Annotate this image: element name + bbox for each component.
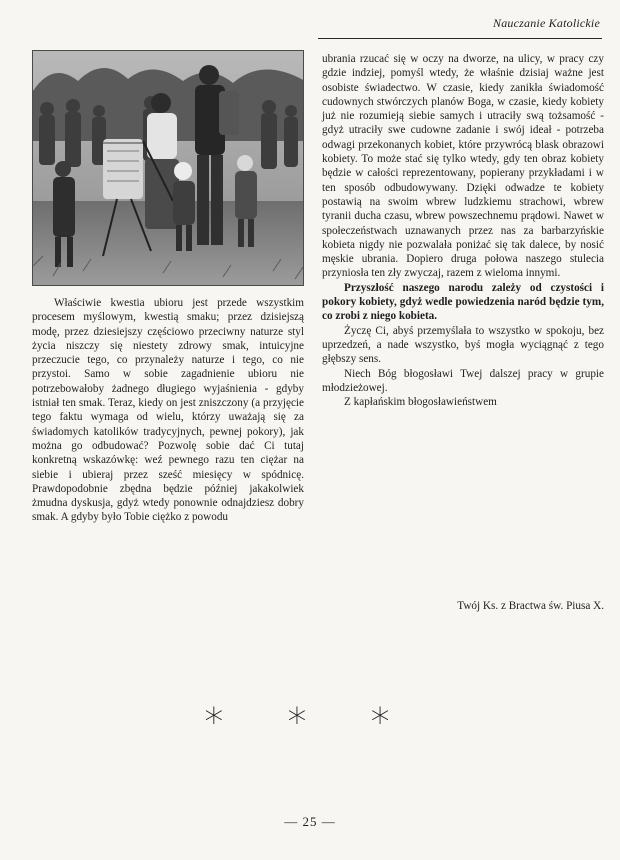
closing-line: Z kapłańskim błogosławieństwem [344, 396, 497, 409]
signature: Twój Ks. z Bractwa św. Piusa X. [457, 600, 604, 612]
right-column [322, 52, 604, 409]
left-paragraph: Właściwie kwestia ubioru jest przede wszystkim procesem myślowym, kwestią smaku; przez dzisiejszą modę, przez dziesiejszy częściowo przeciwny naturze styl życia niszczy się niestety zdrowy smak, intuicyjne przeczucie tego, co przynależy naturze i tego, co nie przystoi. Samo w sobie zagadnienie ubioru nie potrzebowałoby żadnego długiego wyjaśnienia - gdyby istniał ten smak. Teraz, kiedy on jest zniszczony (a przyjęcie tego faktu wymaga od wielu, którzy uważają się za świadomych katolików tradycyjnych, pewnej pokory), jak można go odbudować? Pozwolę sobie dać Ci tutaj konkretną wskazówkę: weź pewnego razu ten ciężar na siebie i ubieraj przez sześć miesięcy w spódnicę. Prawdopodobnie zbędna będzie później jakakolwiek żmudna dyskusja, gdyż wtedy ponownie odnajdziesz dobry smak. A gdyby było Tobie ciężko z powodu [32, 297, 304, 524]
bold-paragraph: Przyszłość naszego narodu zależy od czystości i pokory kobiety, gdyż wedle powiedzenia naród będzie tym, co zrobi z niego kobieta. [322, 281, 604, 323]
left-column [32, 296, 304, 525]
wish-paragraph: Życzę Ci, abyś przemyślała to wszystko w spokoju, bez uprzedzeń, a nade wszystko, byś mogła wyciągnąć z tego głębszy sens. [322, 324, 604, 366]
section-ornament: * * * [204, 700, 416, 744]
blessing-paragraph: Niech Bóg błogosławi Twej dalszej pracy w grupie młodzieżowej. [322, 367, 604, 394]
crowd-photo-icon [33, 51, 304, 286]
right-continuation-paragraph: ubrania rzucać się w oczy na dworze, na ulicy, w pracy czy gdzie indziej, pomyśl wtedy, że właśnie dzisiaj ważne jest osobiste świadectwo. W czasie, kiedy zanikła świadomość cudownych stwórczych planów Boga, w czasie, kiedy kobiety już nie rozumieją siebie samych i utraciły swą tożsamość - gdyż utraciły swe cudowne zadanie i swój ideał - potrzeba odwagi przekonanych kobiet, które przywrócą blask obrazowi kobiety. To może stać się tylko wtedy, gdy ten obraz kobiety będzie w całości reprezentowany, popierany przykładami i w ten sposób odbudowywany. Dzięki odwadze te kobiety postawią na swoim wbrew ludzkiemu strachowi, wbrew tyranii ducha czasu, wbrew powszechnemu prądowi. Nawet w społeczeństwach uznawanych przez nas za barbarzyńskie kobieta nigdy nie pozwalała poniżać się tak dalece, by nosić męskie ubrania. Dopiero druga połowa naszego stulecia przyniosła ten zły zwyczaj, razem z wieloma innymi. [322, 53, 604, 280]
crowd-photo [32, 50, 304, 286]
header-rule [318, 38, 602, 39]
running-header: Nauczanie Katolickie [493, 16, 600, 30]
page-number: — 25 — [284, 814, 336, 829]
